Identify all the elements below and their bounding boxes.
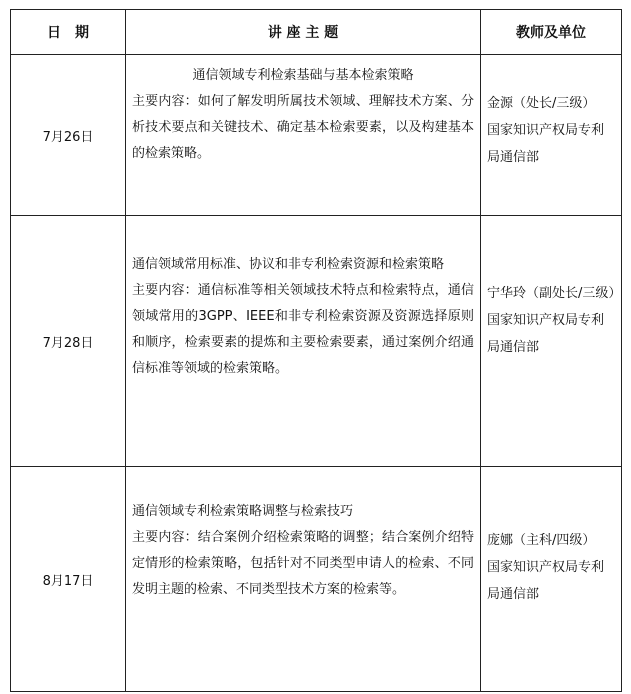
topic-title: 通信领域常用标准、协议和非专利检索资源和检索策略 (132, 257, 445, 272)
teacher-unit: 国家知识产权局专利局通信部 (487, 313, 605, 355)
teacher-cell (481, 467, 622, 692)
header-date: 日 期 (11, 10, 126, 55)
table-row (11, 216, 622, 467)
date-cell: 7月26日 (11, 55, 126, 216)
header-teacher: 教师及单位 (481, 10, 622, 55)
lecture-schedule-table (10, 9, 622, 692)
header-row (11, 10, 622, 55)
teacher-unit: 国家知识产权局专利局通信部 (487, 123, 605, 165)
topic-description: 主要内容：通信标准等相关领域技术特点和检索特点，通信领域常用的3GPP、IEEE和非专利检索资源及资源选择原则和顺序，检索要素的提炼和主要检索要素，通过案例介绍通信标准等领域的检索策略。 (132, 283, 474, 376)
topic-description: 主要内容：如何了解发明所属技术领域、理解技术方案、分析技术要点和关键技术、确定基本检索要素，以及构建基本的检索策略。 (132, 94, 474, 161)
table-row (11, 55, 622, 216)
teacher-cell (481, 216, 622, 467)
teacher-name: 宁华玲（副处长/三级） (487, 286, 622, 301)
topic-title: 通信领域专利检索基础与基本检索策略 (192, 68, 414, 83)
date-cell: 7月28日 (11, 216, 126, 467)
topic-cell (126, 216, 481, 467)
teacher-unit: 国家知识产权局专利局通信部 (487, 560, 605, 602)
topic-cell (126, 55, 481, 216)
header-topic: 讲 座 主 题 (126, 10, 481, 55)
teacher-name: 金源（处长/三级） (487, 96, 596, 111)
teacher-cell (481, 55, 622, 216)
topic-description: 主要内容：结合案例介绍检索策略的调整；结合案例介绍特定情形的检索策略，包括针对不同类型申请人的检索、不同发明主题的检索、不同类型技术方案的检索等。 (132, 530, 474, 597)
table-row (11, 467, 622, 692)
teacher-name: 庞娜（主科/四级） (487, 533, 596, 548)
topic-title: 通信领域专利检索策略调整与检索技巧 (132, 504, 354, 519)
date-cell: 8月17日 (11, 467, 126, 692)
topic-cell (126, 467, 481, 692)
